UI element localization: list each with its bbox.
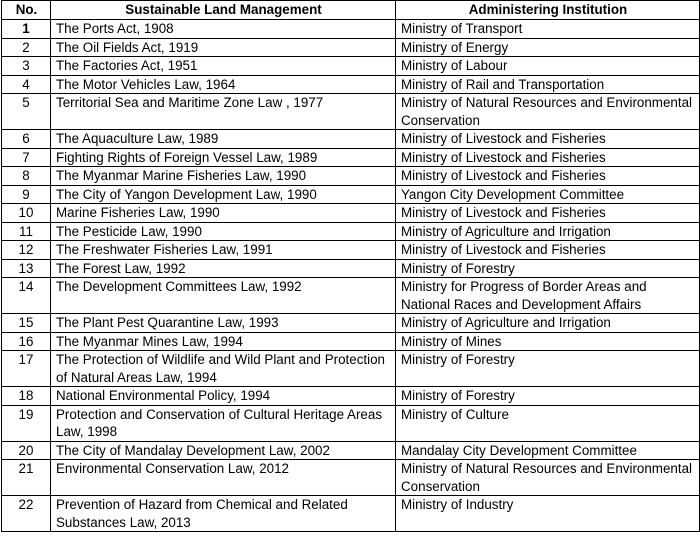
header-institution: Administering Institution: [396, 1, 700, 20]
table-row: [2, 20, 700, 39]
law-cell: National Environmental Policy, 1994: [51, 387, 396, 406]
law-cell: The Motor Vehicles Law, 1964: [51, 75, 396, 94]
row-number: 16: [2, 332, 51, 351]
table-row: [2, 460, 700, 496]
row-number: 11: [2, 222, 51, 241]
law-cell: Prevention of Hazard from Chemical and Related Substances Law, 2013: [51, 496, 396, 532]
row-number: 20: [2, 441, 51, 460]
table-row: [2, 130, 700, 149]
table-row: [2, 57, 700, 76]
table-row: [2, 38, 700, 57]
law-cell: The Development Committees Law, 1992: [51, 278, 396, 314]
table-row: [2, 167, 700, 186]
law-cell: The Forest Law, 1992: [51, 259, 396, 278]
institution-cell: Ministry of Mines: [396, 332, 700, 351]
row-number: 4: [2, 75, 51, 94]
institution-cell: Ministry of Livestock and Fisheries: [396, 204, 700, 223]
law-cell: The City of Yangon Development Law, 1990: [51, 185, 396, 204]
law-cell: The Freshwater Fisheries Law, 1991: [51, 241, 396, 260]
law-cell: The Ports Act, 1908: [51, 20, 396, 39]
institution-cell: Ministry of Natural Resources and Environmental Conservation: [396, 460, 700, 496]
table-row: [2, 332, 700, 351]
institution-cell: Ministry of Forestry: [396, 387, 700, 406]
row-number: 7: [2, 148, 51, 167]
institution-cell: Ministry of Livestock and Fisheries: [396, 130, 700, 149]
law-cell: The Factories Act, 1951: [51, 57, 396, 76]
row-number: 17: [2, 351, 51, 387]
row-number: 13: [2, 259, 51, 278]
institution-cell: Ministry of Forestry: [396, 259, 700, 278]
table-row: [2, 222, 700, 241]
table-row: [2, 405, 700, 441]
row-number: 9: [2, 185, 51, 204]
institution-cell: Ministry of Agriculture and Irrigation: [396, 222, 700, 241]
row-number: 8: [2, 167, 51, 186]
law-cell: The Pesticide Law, 1990: [51, 222, 396, 241]
table-row: [2, 75, 700, 94]
row-number: 5: [2, 94, 51, 130]
header-no: No.: [2, 1, 51, 20]
law-cell: The City of Mandalay Development Law, 2002: [51, 441, 396, 460]
institution-cell: Ministry of Culture: [396, 405, 700, 441]
table-row: [2, 351, 700, 387]
table-row: [2, 148, 700, 167]
table-row: [2, 204, 700, 223]
row-number: 3: [2, 57, 51, 76]
table-row: [2, 278, 700, 314]
table-row: [2, 185, 700, 204]
institution-cell: Ministry of Livestock and Fisheries: [396, 148, 700, 167]
row-number: 19: [2, 405, 51, 441]
law-cell: Protection and Conservation of Cultural Heritage Areas Law, 1998: [51, 405, 396, 441]
row-number: 1: [2, 20, 51, 39]
institution-cell: Ministry of Rail and Transportation: [396, 75, 700, 94]
institution-cell: Ministry of Energy: [396, 38, 700, 57]
row-number: 6: [2, 130, 51, 149]
table-row: [2, 259, 700, 278]
header-row: [2, 1, 700, 20]
row-number: 12: [2, 241, 51, 260]
institution-cell: Ministry of Agriculture and Irrigation: [396, 314, 700, 333]
table-row: [2, 94, 700, 130]
law-cell: Territorial Sea and Maritime Zone Law , 1977: [51, 94, 396, 130]
row-number: 2: [2, 38, 51, 57]
law-cell: The Myanmar Mines Law, 1994: [51, 332, 396, 351]
row-number: 15: [2, 314, 51, 333]
table-row: [2, 241, 700, 260]
row-number: 10: [2, 204, 51, 223]
law-cell: Marine Fisheries Law, 1990: [51, 204, 396, 223]
table-row: [2, 387, 700, 406]
law-cell: Fighting Rights of Foreign Vessel Law, 1989: [51, 148, 396, 167]
institution-cell: Ministry of Industry: [396, 496, 700, 532]
institution-cell: Mandalay City Development Committee: [396, 441, 700, 460]
header-law: Sustainable Land Management: [51, 1, 396, 20]
row-number: 22: [2, 496, 51, 532]
institution-cell: Ministry for Progress of Border Areas and National Races and Development Affairs: [396, 278, 700, 314]
law-cell: The Aquaculture Law, 1989: [51, 130, 396, 149]
table-row: [2, 496, 700, 532]
row-number: 18: [2, 387, 51, 406]
institution-cell: Ministry of Livestock and Fisheries: [396, 167, 700, 186]
laws-table: [1, 0, 700, 532]
law-cell: The Oil Fields Act, 1919: [51, 38, 396, 57]
institution-cell: Ministry of Labour: [396, 57, 700, 76]
row-number: 21: [2, 460, 51, 496]
row-number: 14: [2, 278, 51, 314]
institution-cell: Yangon City Development Committee: [396, 185, 700, 204]
institution-cell: Ministry of Livestock and Fisheries: [396, 241, 700, 260]
law-cell: The Plant Pest Quarantine Law, 1993: [51, 314, 396, 333]
table-row: [2, 314, 700, 333]
law-cell: Environmental Conservation Law, 2012: [51, 460, 396, 496]
institution-cell: Ministry of Forestry: [396, 351, 700, 387]
institution-cell: Ministry of Natural Resources and Environmental Conservation: [396, 94, 700, 130]
law-cell: The Myanmar Marine Fisheries Law, 1990: [51, 167, 396, 186]
table-row: [2, 441, 700, 460]
law-cell: The Protection of Wildlife and Wild Plant and Protection of Natural Areas Law, 1994: [51, 351, 396, 387]
institution-cell: Ministry of Transport: [396, 20, 700, 39]
